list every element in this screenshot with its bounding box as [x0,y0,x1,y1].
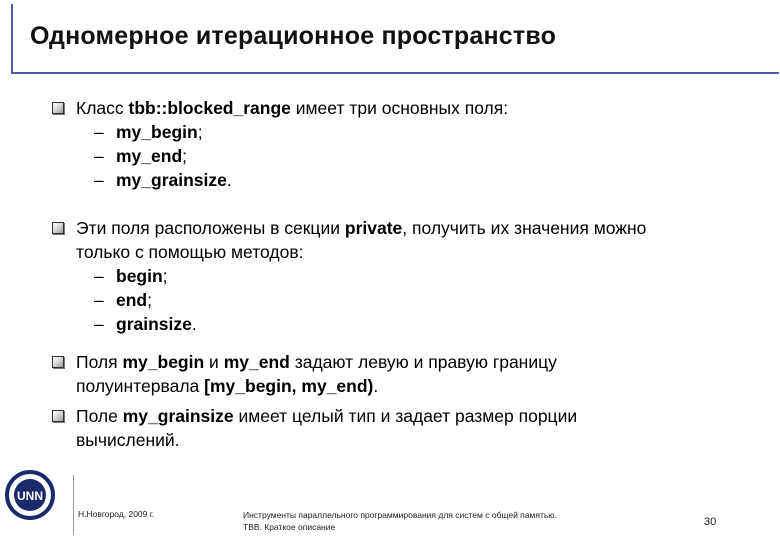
bullet-2-item-3: – grainsize. [94,314,197,334]
university-logo-icon [5,470,55,520]
slide-title: Одномерное итерационное пространство [30,22,557,50]
bullet-1-item-1: – my_begin; [94,122,203,142]
bullet-square-icon [52,410,64,422]
title-frame-vertical [11,4,13,74]
bullet-3-text-cont: полуинтервала [my_begin, my_end). [76,376,379,396]
bullet-4-text: Поле my_grainsize имеет целый тип и задает размер порции [76,406,578,426]
bullet-3-text: Поля my_begin и my_end задают левую и правую границу [76,352,557,372]
footer-course-title [243,509,557,533]
logo-text: UNN [17,489,43,503]
bullet-square-icon [52,222,64,234]
page-number: 30 [704,516,717,528]
bullet-4-text-cont: вычислений. [76,430,180,450]
bullet-1-item-2: – my_end; [94,146,188,166]
bullet-2-text-cont: только с помощью методов: [76,242,304,262]
bullet-2-item-2: – end; [94,290,152,310]
bullet-1-text: Класс tbb::blocked_range имеет три основных поля: [76,98,509,118]
footer-location-date: Н.Новгород, 2009 г. [78,509,155,519]
footer-course-line-2: TBB. Краткое описание [243,522,336,532]
bullet-square-icon [52,356,64,368]
title-frame-horizontal [11,72,779,74]
bullet-2-text: Эти поля расположены в секции private, получить их значения можно [76,218,647,238]
bullet-square-icon [52,102,64,114]
bullet-1-item-3: – my_grainsize. [94,170,232,190]
bullet-2-item-1: – begin; [94,266,168,286]
footer-separator [73,475,74,535]
footer-course-line-1: Инструменты параллельного программирования для систем с общей памятью. [243,510,558,520]
